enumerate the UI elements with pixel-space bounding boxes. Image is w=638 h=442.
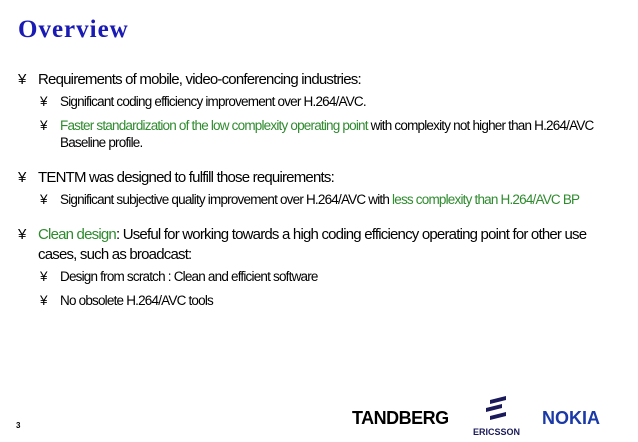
- highlight-text: Clean design: [38, 226, 116, 243]
- bullet-mark: ¥: [40, 293, 47, 308]
- highlight-text: Faster standardization of the low complexity operating point: [60, 118, 368, 133]
- tandberg-logo: TANDBERG: [352, 408, 449, 428]
- highlight-text: less complexity than H.264/AVC BP: [392, 192, 580, 207]
- section-requirements: [18, 70, 618, 151]
- bullet-text: : Useful for working towards a high coding efficiency operating point for other use cases, such as broadcast:: [38, 226, 587, 263]
- ericsson-logo: ERICSSON: [473, 427, 521, 437]
- slide-number: 3: [16, 421, 21, 430]
- slide-body: [18, 70, 618, 326]
- bullet-mark: ¥: [18, 71, 26, 88]
- sub-bullet-design-from-scratch: [40, 268, 618, 285]
- bullet-mark: ¥: [40, 118, 47, 133]
- section-tentm: [18, 168, 618, 208]
- sub-bullet-coding-efficiency: [40, 93, 618, 110]
- bullet-requirements: [18, 70, 618, 90]
- sub-bullet-text: Significant subjective quality improvement over H.264/AVC with: [60, 192, 393, 207]
- bullet-mark: ¥: [40, 94, 47, 109]
- slide-title: Overview: [18, 16, 129, 43]
- bullet-mark: ¥: [18, 169, 26, 186]
- bullet-text: Requirements of mobile, video-conferencing industries:: [38, 71, 361, 88]
- logo-bar: [352, 396, 632, 436]
- sub-bullet-text: with complexity not higher than H.264/AVC Baseline profile.: [60, 118, 594, 150]
- bullet-clean-design: [18, 225, 618, 265]
- bullet-mark: ¥: [40, 269, 47, 284]
- bullet-mark: ¥: [18, 226, 26, 243]
- sub-bullet-faster-standardization: [40, 117, 618, 151]
- bullet-mark: ¥: [40, 192, 47, 207]
- section-clean-design: [18, 225, 618, 309]
- sub-bullet-text: Significant coding efficiency improvement over H.264/AVC.: [60, 94, 366, 109]
- nokia-logo: NOKIA: [542, 408, 600, 428]
- sub-bullet-text: No obsolete H.264/AVC tools: [60, 293, 213, 308]
- sub-bullet-text: Design from scratch : Clean and efficient software: [60, 269, 318, 284]
- sub-bullet-subjective-quality: [40, 191, 618, 208]
- sub-bullet-no-obsolete-tools: [40, 292, 618, 309]
- bullet-text: TENTM was designed to fulfill those requirements:: [38, 169, 334, 186]
- bullet-tentm: [18, 168, 618, 188]
